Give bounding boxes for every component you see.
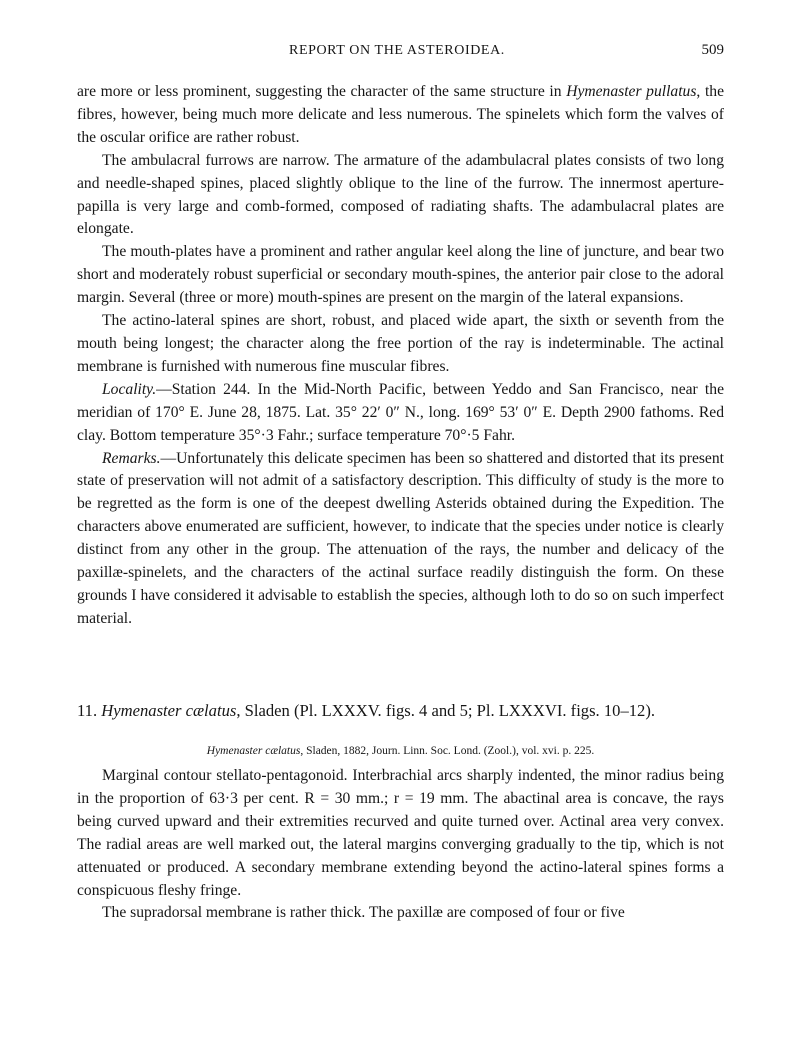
running-header [77,43,724,63]
paragraph-actino-lateral: The actino-lateral spines are short, robust, and placed wide apart, the sixth or seventh from the mouth being longest; the character along the free portion of the ray is indeterminable. The actinal membrane is furnished with numerous fine muscular fibres. [77,312,724,375]
continuation-text-1: are more or less prominent, suggesting the character of the same structure in [77,83,567,100]
paragraph-mouth-plates: The mouth-plates have a prominent and rather angular keel along the line of juncture, and bear two short and moderately robust superficial or secondary mouth-spines, the anterior pair close to the adoral margin. Several (three or more) mouth-spines are present on the margin of the lateral expansions. [77,243,724,307]
remarks-text: —Unfortunately this delicate specimen has been so shattered and distorted that its present state of preservation will not admit of a satisfactory description. This difficulty of study is the more to be regretted as the form is one of the deepest dwelling Asterids obtained during the Expedition. The characters above enumerated are sufficient, however, to indicate that the species under notice is clearly distinct from any other in the group. The attenuation of the rays, the number and delicacy of the paxillæ-spinelets, and the characters of the actinal surface readily distinguish the form. On these grounds I have considered it advisable to establish the species, although loth to do so on such imperfect material. [77,449,724,627]
paragraph-ambulacral: The ambulacral furrows are narrow. The armature of the adambulacral plates consists of two long and needle-shaped spines, placed slightly oblique to the line of the furrow. The innermost aperture-papilla is very large and comb-formed, composed of radiating shafts. The adambulacral plates are elongate. [77,151,724,238]
locality-label: Locality. [102,380,157,398]
paragraph-remarks [77,448,724,631]
synonymy-line [77,744,724,759]
species-heading [77,700,724,722]
paragraph-locality [77,379,724,448]
remarks-label: Remarks. [102,449,161,467]
continuation-paragraph [77,81,724,150]
species-plates: , Sladen (Pl. LXXXV. figs. 4 and 5; Pl. LXXXVI. figs. 10–12). [236,701,656,720]
running-title: REPORT ON THE ASTEROIDEA. [289,43,505,58]
continuation-text-2: , the fibres, however, being much more delicate and less numerous. The spinelets which form the valves of the oscular orifice are rather robust. [77,83,724,146]
synonym-citation: , Sladen, 1882, Journ. Linn. Soc. Lond. (Zool.), vol. xvi. p. 225. [300,745,595,757]
species-name: Hymenaster cælatus [101,701,237,720]
body-text-top [77,81,724,631]
page-number: 509 [701,42,724,58]
paragraph-supradorsal: The supradorsal membrane is rather thick. The paxillæ are composed of four or five [102,904,625,922]
locality-text: —Station 244. In the Mid-North Pacific, between Yeddo and San Francisco, near the meridian of 170° E. June 28, 1875. Lat. 35° 22′ 0″ N., long. 169° 53′ 0″ E. Depth 2900 fathoms. Red clay. Bottom temperature 35°·3 Fahr.; surface temperature 70°·5 Fahr. [77,380,724,444]
paragraph-marginal-contour: Marginal contour stellato-pentagonoid. Interbrachial arcs sharply indented, the minor radius being in the proportion of 63·3 per cent. R = 30 mm.; r = 19 mm. The abactinal area is concave, the rays being curved upward and their extremities recurved and quite turned over. Actinal area very convex. The radial areas are well marked out, the lateral margins converging gradually to the tip, which is not attenuated or produced. A secondary membrane extending beyond the actino-lateral spines forms a conspicuous fleshy fringe. [77,767,724,899]
species-number: 11. [77,701,98,720]
synonym-name: Hymenaster cælatus [206,745,301,757]
species-reference: Hymenaster pullatus [566,83,697,100]
body-text-bottom [77,765,724,925]
